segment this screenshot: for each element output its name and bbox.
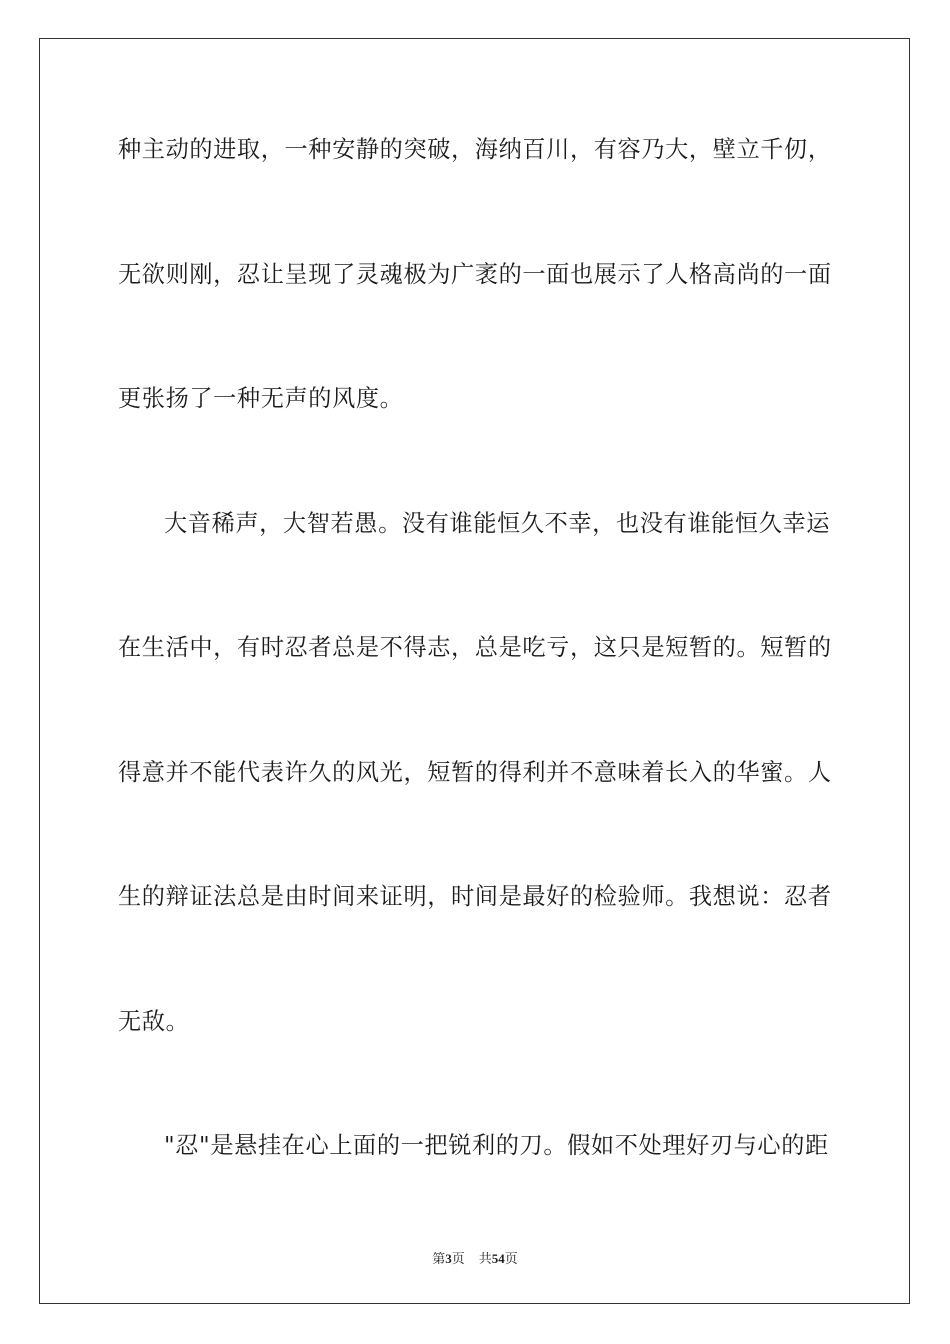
page-footer [0, 1248, 950, 1267]
page-number: 3 [445, 1251, 452, 1266]
text-line: 生的辩证法总是由时间来证明，时间是最好的检验师。我想说：忍者 [118, 883, 832, 910]
text-line: 更张扬了一种无声的风度。 [118, 385, 404, 412]
text-line: 在生活中，有时忍者总是不得志，总是吃亏，这只是短暂的。短暂的 [118, 634, 832, 661]
paragraph-first-line: "忍"是悬挂在心上面的一把锐利的刀。假如不处理好刃与心的距 [164, 1132, 829, 1159]
paragraph-first-line: 大音稀声，大智若愚。没有谁能恒久不幸，也没有谁能恒久幸运 [164, 509, 831, 537]
total-prefix: 共 [478, 1251, 492, 1266]
text-line: 无敌。 [118, 1007, 190, 1035]
page-prefix: 第 [432, 1251, 446, 1266]
document-body [118, 128, 832, 1249]
total-pages: 54 [491, 1251, 505, 1266]
text-line: 得意并不能代表许久的风光，短暂的得利并不意味着长入的华蜜。人 [118, 758, 832, 786]
total-suffix: 页 [504, 1251, 518, 1266]
text-line: 无欲则刚，忍让呈现了灵魂极为广袤的一面也展示了人格高尚的一面 [118, 260, 832, 288]
page-suffix: 页 [451, 1251, 465, 1266]
text-line: 种主动的进取，一种安静的突破，海纳百川，有容乃大，壁立千仞， [118, 136, 832, 163]
